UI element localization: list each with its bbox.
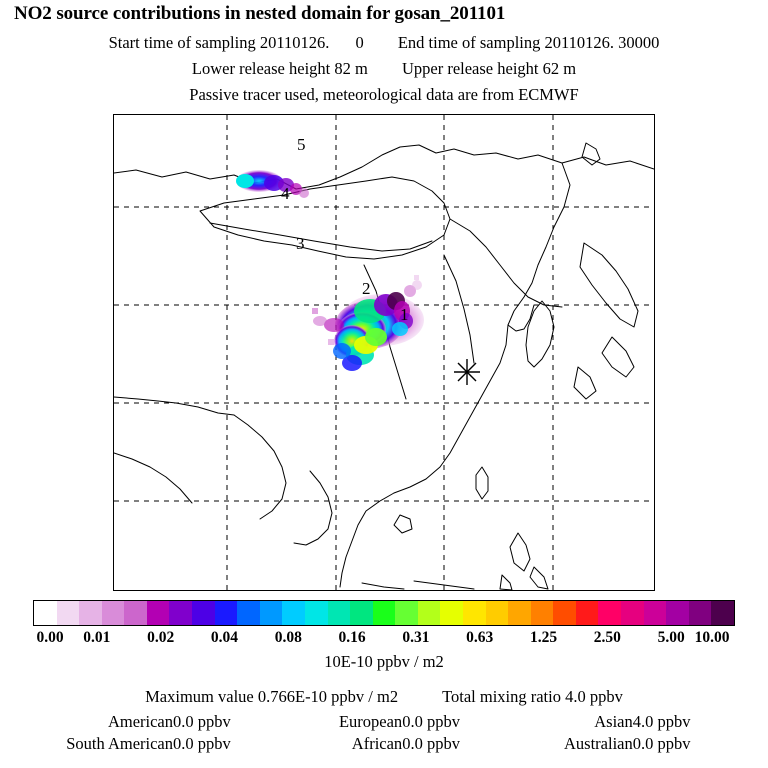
colorbar-swatch-28 [666, 601, 689, 625]
colorbar-swatch-2 [79, 601, 102, 625]
colorbar-swatch-8 [215, 601, 238, 625]
end-time-value: 30000 [618, 33, 660, 52]
colorbar-swatch-27 [644, 601, 667, 625]
colorbar-swatch-15 [373, 601, 396, 625]
colorbar-swatch-6 [169, 601, 192, 625]
colorbar-tick-10: 5.00 [657, 629, 685, 646]
colorbar-swatch-20 [486, 601, 509, 625]
colorbar-swatch-13 [328, 601, 351, 625]
max-value-label: Maximum value [145, 687, 254, 706]
contrib-label-african: African [351, 734, 403, 753]
start-time-label: Start time of sampling [108, 33, 256, 52]
contrib-value-american: 0.0 ppbv [173, 712, 231, 731]
table-row [34, 711, 734, 733]
plume-label-2: 2 [362, 279, 371, 298]
colorbar-swatch-29 [689, 601, 712, 625]
colorbar-swatch-16 [395, 601, 418, 625]
colorbar-tick-5: 0.16 [338, 629, 366, 646]
contribution-table [0, 711, 768, 755]
map-panel[interactable] [113, 114, 655, 591]
colorbar-swatch-22 [531, 601, 554, 625]
tracer-note: Passive tracer used, meteorological data are from ECMWF [189, 85, 579, 104]
colorbar-unit-label: 10E-10 ppbv / m2 [324, 652, 444, 671]
plume-label-4: 4 [281, 184, 290, 203]
colorbar-swatch-3 [102, 601, 125, 625]
contrib-label-asian: Asian [594, 712, 633, 731]
start-time-value: 0 [355, 33, 364, 52]
colorbar-tick-9: 2.50 [593, 629, 621, 646]
end-time-label: End time of sampling [397, 33, 541, 52]
colorbar-tick-4: 0.08 [274, 629, 302, 646]
colorbar-swatch-18 [440, 601, 463, 625]
colorbar[interactable] [33, 600, 735, 626]
colorbar-swatch-4 [124, 601, 147, 625]
max-value-line [0, 687, 768, 707]
colorbar-swatch-21 [508, 601, 531, 625]
colorbar-tick-labels [0, 629, 768, 647]
colorbar-swatch-0 [34, 601, 57, 625]
colorbar-tick-2: 0.02 [147, 629, 175, 646]
contrib-label-south-american: South American [66, 734, 174, 753]
map-svg [114, 115, 654, 590]
plume-label-1: 1 [400, 305, 409, 324]
max-value-value: 0.766E-10 ppbv / m2 [257, 687, 399, 706]
lower-release-value: 82 m [334, 59, 368, 78]
colorbar-swatch-11 [282, 601, 305, 625]
colorbar-swatch-19 [463, 601, 486, 625]
colorbar-tick-11: 10.00 [694, 629, 730, 646]
colorbar-swatch-1 [57, 601, 80, 625]
page-title: NO2 source contributions in nested domain for gosan_201101 [14, 3, 506, 24]
colorbar-swatch-10 [260, 601, 283, 625]
colorbar-swatch-12 [305, 601, 328, 625]
contrib-value-asian: 4.0 ppbv [632, 712, 691, 731]
release-height-line [0, 59, 768, 79]
table-row [34, 733, 734, 755]
colorbar-swatch-24 [576, 601, 599, 625]
colorbar-tick-0: 0.00 [36, 629, 64, 646]
colorbar-tick-8: 1.25 [529, 629, 558, 646]
colorbar-swatch-9 [237, 601, 260, 625]
colorbar-tick-6: 0.31 [402, 629, 430, 646]
end-date-value: 20110126. [544, 33, 615, 52]
contrib-label-american: American [107, 712, 174, 731]
total-mixing-ratio-label: Total mixing ratio [442, 687, 561, 706]
colorbar-swatch-25 [598, 601, 621, 625]
total-mixing-ratio-value: 4.0 ppbv [565, 687, 623, 706]
contrib-label-european: European [338, 712, 403, 731]
contrib-label-australian: Australian [564, 734, 633, 753]
plume-label-5: 5 [297, 135, 306, 154]
sampling-time-line [0, 33, 768, 53]
colorbar-swatch-23 [553, 601, 576, 625]
upper-release-value: 62 m [542, 59, 577, 78]
contrib-value-south-american: 0.0 ppbv [173, 734, 231, 753]
colorbar-swatch-7 [192, 601, 215, 625]
colorbar-swatch-26 [621, 601, 644, 625]
contrib-value-australian: 0.0 ppbv [632, 734, 691, 753]
colorbar-tick-1: 0.01 [83, 629, 111, 646]
lower-release-label: Lower release height [191, 59, 331, 78]
contrib-value-european: 0.0 ppbv [402, 712, 460, 731]
colorbar-tick-7: 0.63 [466, 629, 494, 646]
upper-release-label: Upper release height [401, 59, 539, 78]
colorbar-swatch-14 [350, 601, 373, 625]
colorbar-swatch-17 [418, 601, 441, 625]
colorbar-tick-3: 0.04 [210, 629, 239, 646]
start-date-value: 20110126. [259, 33, 330, 52]
plume-label-3: 3 [296, 234, 305, 253]
colorbar-swatch-30 [711, 601, 734, 625]
contrib-value-african: 0.0 ppbv [402, 734, 460, 753]
colorbar-swatch-5 [147, 601, 170, 625]
